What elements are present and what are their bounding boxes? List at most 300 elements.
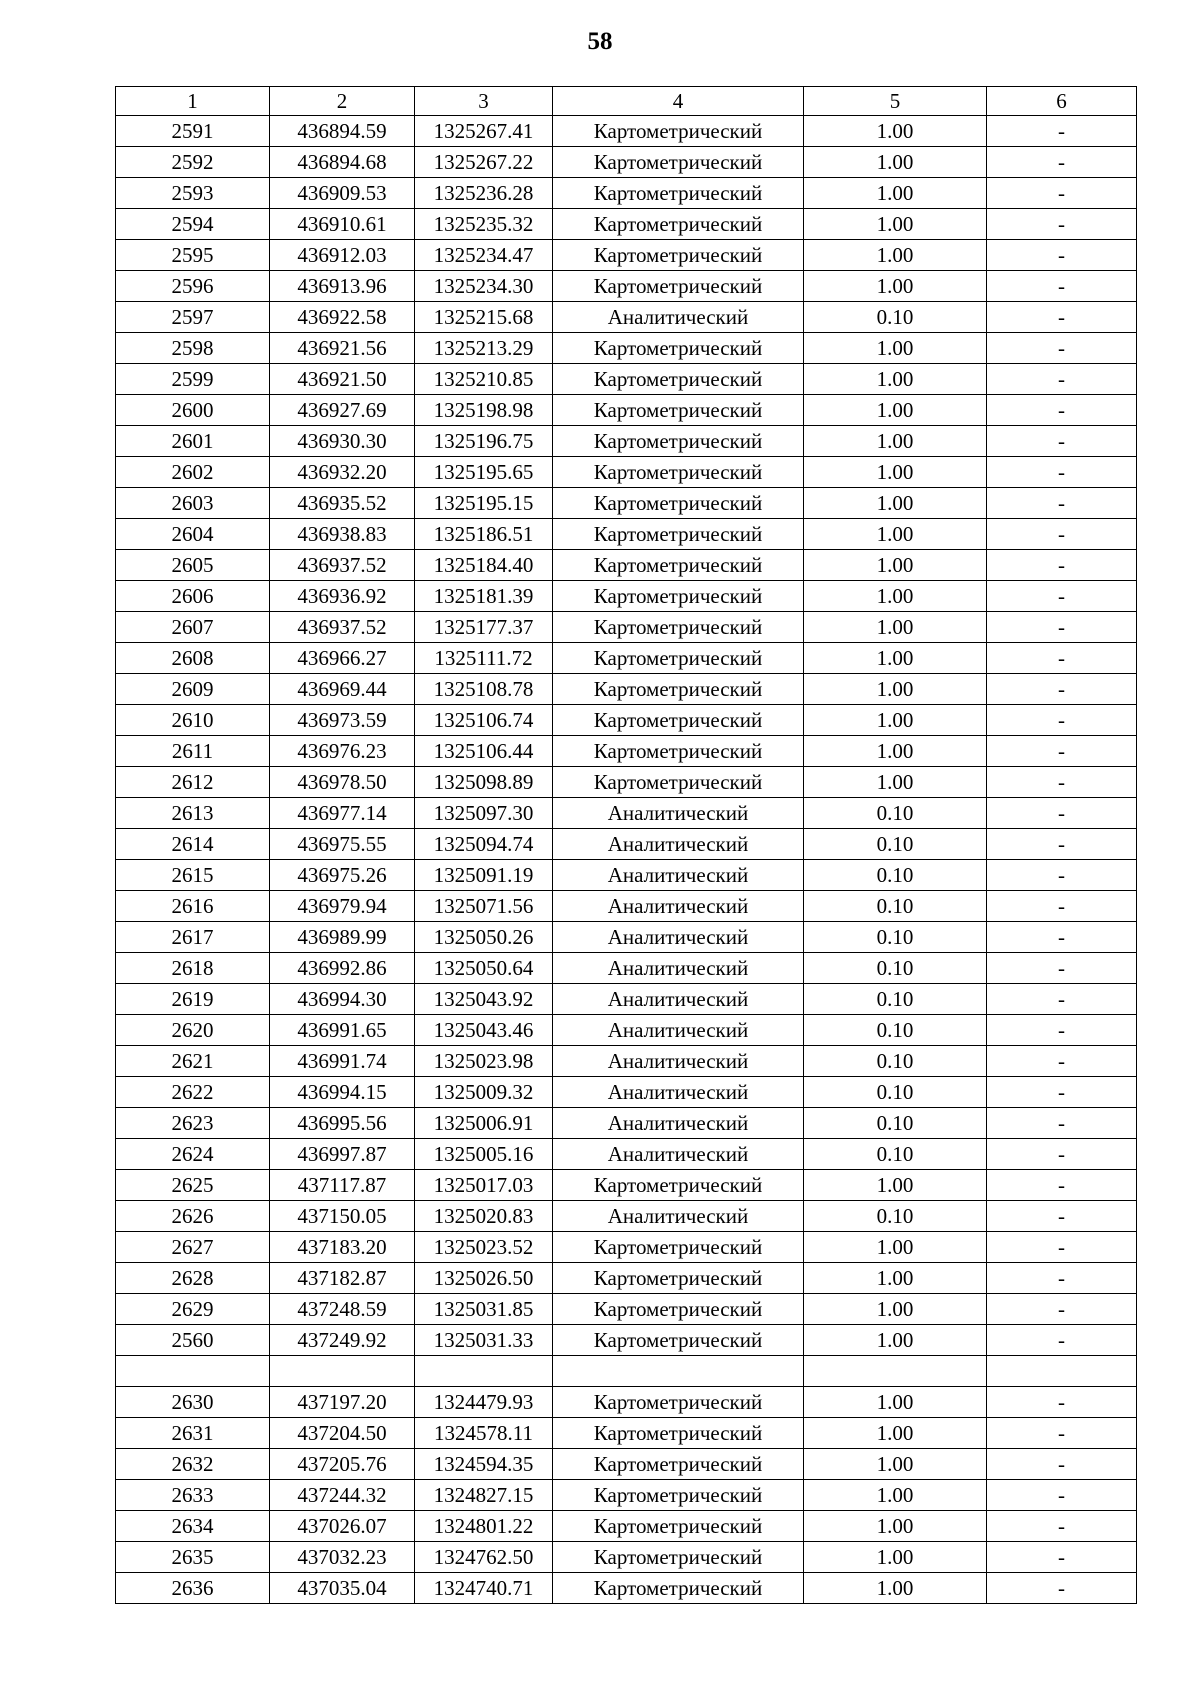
accuracy-cell: 1.00	[804, 457, 987, 488]
x-coordinate-cell: 436969.44	[270, 674, 415, 705]
y-coordinate-cell: 1325043.92	[415, 984, 553, 1015]
y-coordinate-cell: 1325236.28	[415, 178, 553, 209]
x-coordinate-cell: 436937.52	[270, 550, 415, 581]
x-coordinate-cell: 437026.07	[270, 1511, 415, 1542]
table-row	[116, 1046, 1137, 1077]
y-coordinate-cell: 1325210.85	[415, 364, 553, 395]
point-number-cell: 2634	[116, 1511, 270, 1542]
note-cell: -	[987, 116, 1137, 147]
accuracy-cell: 0.10	[804, 1201, 987, 1232]
note-cell: -	[987, 1387, 1137, 1418]
method-cell: Картометрический	[553, 581, 804, 612]
method-cell: Картометрический	[553, 271, 804, 302]
point-number-cell: 2606	[116, 581, 270, 612]
y-coordinate-cell: 1325106.74	[415, 705, 553, 736]
table-row	[116, 209, 1137, 240]
method-cell: Картометрический	[553, 178, 804, 209]
accuracy-cell: 1.00	[804, 519, 987, 550]
table-row	[116, 178, 1137, 209]
note-cell: -	[987, 1201, 1137, 1232]
note-cell: -	[987, 1077, 1137, 1108]
y-coordinate-cell: 1325106.44	[415, 736, 553, 767]
point-number-cell: 2602	[116, 457, 270, 488]
table-row	[116, 457, 1137, 488]
y-coordinate-cell: 1325235.32	[415, 209, 553, 240]
point-number-cell: 2616	[116, 891, 270, 922]
point-number-cell: 2608	[116, 643, 270, 674]
y-coordinate-cell: 1324740.71	[415, 1573, 553, 1604]
note-cell: -	[987, 395, 1137, 426]
method-cell: Картометрический	[553, 1480, 804, 1511]
method-cell: Аналитический	[553, 1108, 804, 1139]
accuracy-cell: 1.00	[804, 395, 987, 426]
point-number-cell: 2596	[116, 271, 270, 302]
point-number-cell: 2609	[116, 674, 270, 705]
accuracy-cell: 1.00	[804, 333, 987, 364]
point-number-cell: 2619	[116, 984, 270, 1015]
y-coordinate-cell: 1325234.47	[415, 240, 553, 271]
x-coordinate-cell: 436997.87	[270, 1139, 415, 1170]
note-cell: -	[987, 891, 1137, 922]
method-cell: Аналитический	[553, 1015, 804, 1046]
note-cell: -	[987, 1294, 1137, 1325]
method-cell: Картометрический	[553, 550, 804, 581]
accuracy-cell: 0.10	[804, 798, 987, 829]
note-cell: -	[987, 488, 1137, 519]
point-number-cell: 2621	[116, 1046, 270, 1077]
table-row	[116, 1263, 1137, 1294]
note-cell: -	[987, 1325, 1137, 1356]
x-coordinate-cell: 437249.92	[270, 1325, 415, 1356]
y-coordinate-cell: 1325050.26	[415, 922, 553, 953]
accuracy-cell: 1.00	[804, 178, 987, 209]
x-coordinate-cell: 436894.68	[270, 147, 415, 178]
x-coordinate-cell: 436936.92	[270, 581, 415, 612]
table-row	[116, 426, 1137, 457]
table-row	[116, 984, 1137, 1015]
method-cell: Аналитический	[553, 798, 804, 829]
accuracy-cell: 0.10	[804, 860, 987, 891]
method-cell: Аналитический	[553, 1077, 804, 1108]
y-coordinate-cell: 1325198.98	[415, 395, 553, 426]
method-cell: Картометрический	[553, 457, 804, 488]
method-cell: Картометрический	[553, 1511, 804, 1542]
y-coordinate-cell: 1325094.74	[415, 829, 553, 860]
y-coordinate-cell: 1325017.03	[415, 1170, 553, 1201]
accuracy-cell: 1.00	[804, 240, 987, 271]
x-coordinate-cell: 436966.27	[270, 643, 415, 674]
point-number-cell: 2603	[116, 488, 270, 519]
point-number-cell: 2560	[116, 1325, 270, 1356]
table-row	[116, 271, 1137, 302]
method-cell: Картометрический	[553, 116, 804, 147]
note-cell: -	[987, 240, 1137, 271]
y-coordinate-cell: 1325020.83	[415, 1201, 553, 1232]
point-number-cell: 2612	[116, 767, 270, 798]
table-body	[116, 116, 1137, 1604]
point-number-cell: 2635	[116, 1542, 270, 1573]
column-header: 1	[116, 87, 270, 116]
x-coordinate-cell: 436913.96	[270, 271, 415, 302]
table-row	[116, 1325, 1137, 1356]
accuracy-cell: 1.00	[804, 1418, 987, 1449]
method-cell: Картометрический	[553, 364, 804, 395]
note-cell: -	[987, 705, 1137, 736]
method-cell: Картометрический	[553, 488, 804, 519]
point-number-cell: 2615	[116, 860, 270, 891]
table-row	[116, 922, 1137, 953]
x-coordinate-cell: 436922.58	[270, 302, 415, 333]
accuracy-cell: 1.00	[804, 1294, 987, 1325]
point-number-cell: 2597	[116, 302, 270, 333]
point-number-cell: 2598	[116, 333, 270, 364]
table-row	[116, 860, 1137, 891]
accuracy-cell: 0.10	[804, 891, 987, 922]
method-cell: Аналитический	[553, 891, 804, 922]
column-header: 5	[804, 87, 987, 116]
x-coordinate-cell: 436930.30	[270, 426, 415, 457]
method-cell: Аналитический	[553, 1046, 804, 1077]
method-cell: Аналитический	[553, 922, 804, 953]
point-number-cell: 2618	[116, 953, 270, 984]
point-number-cell: 2617	[116, 922, 270, 953]
x-coordinate-cell: 436894.59	[270, 116, 415, 147]
note-cell: -	[987, 1418, 1137, 1449]
table-row	[116, 364, 1137, 395]
y-coordinate-cell: 1325108.78	[415, 674, 553, 705]
note-cell: -	[987, 581, 1137, 612]
point-number-cell: 2595	[116, 240, 270, 271]
x-coordinate-cell: 436909.53	[270, 178, 415, 209]
note-cell: -	[987, 1449, 1137, 1480]
y-coordinate-cell: 1325023.98	[415, 1046, 553, 1077]
note-cell: -	[987, 953, 1137, 984]
table-row	[116, 488, 1137, 519]
x-coordinate-cell: 436978.50	[270, 767, 415, 798]
table-row	[116, 240, 1137, 271]
note-cell: -	[987, 984, 1137, 1015]
accuracy-cell: 1.00	[804, 488, 987, 519]
y-coordinate-cell: 1325005.16	[415, 1139, 553, 1170]
point-number-cell: 2599	[116, 364, 270, 395]
note-cell: -	[987, 612, 1137, 643]
accuracy-cell: 0.10	[804, 1015, 987, 1046]
note-cell: -	[987, 209, 1137, 240]
method-cell: Картометрический	[553, 674, 804, 705]
table-row	[116, 891, 1137, 922]
table-row	[116, 550, 1137, 581]
y-coordinate-cell: 1325050.64	[415, 953, 553, 984]
method-cell: Картометрический	[553, 1325, 804, 1356]
y-coordinate-cell: 1325097.30	[415, 798, 553, 829]
x-coordinate-cell: 436994.30	[270, 984, 415, 1015]
method-cell: Картометрический	[553, 1418, 804, 1449]
table-row	[116, 1480, 1137, 1511]
x-coordinate-cell: 436975.26	[270, 860, 415, 891]
note-cell: -	[987, 1108, 1137, 1139]
accuracy-cell: 1.00	[804, 1573, 987, 1604]
note-cell: -	[987, 550, 1137, 581]
table-row	[116, 1170, 1137, 1201]
table-row	[116, 333, 1137, 364]
y-coordinate-cell: 1324827.15	[415, 1480, 553, 1511]
note-cell: -	[987, 1263, 1137, 1294]
accuracy-cell: 1.00	[804, 1480, 987, 1511]
x-coordinate-cell: 436976.23	[270, 736, 415, 767]
y-coordinate-cell: 1325031.85	[415, 1294, 553, 1325]
method-cell: Картометрический	[553, 1263, 804, 1294]
accuracy-cell: 1.00	[804, 612, 987, 643]
point-number-cell: 2629	[116, 1294, 270, 1325]
method-cell: Картометрический	[553, 612, 804, 643]
method-cell: Картометрический	[553, 426, 804, 457]
note-cell: -	[987, 147, 1137, 178]
y-coordinate-cell: 1324578.11	[415, 1418, 553, 1449]
table-row	[116, 1015, 1137, 1046]
y-coordinate-cell: 1325006.91	[415, 1108, 553, 1139]
table-row	[116, 1232, 1137, 1263]
accuracy-cell: 1.00	[804, 581, 987, 612]
y-coordinate-cell: 1325181.39	[415, 581, 553, 612]
method-cell: Аналитический	[553, 953, 804, 984]
note-cell	[987, 1356, 1137, 1387]
y-coordinate-cell: 1325184.40	[415, 550, 553, 581]
table-row	[116, 736, 1137, 767]
note-cell: -	[987, 426, 1137, 457]
method-cell: Картометрический	[553, 767, 804, 798]
y-coordinate-cell: 1325091.19	[415, 860, 553, 891]
table-row	[116, 1356, 1137, 1387]
table-row	[116, 643, 1137, 674]
x-coordinate-cell: 436973.59	[270, 705, 415, 736]
accuracy-cell: 1.00	[804, 364, 987, 395]
table-row	[116, 395, 1137, 426]
y-coordinate-cell: 1324594.35	[415, 1449, 553, 1480]
y-coordinate-cell: 1325026.50	[415, 1263, 553, 1294]
y-coordinate-cell: 1325009.32	[415, 1077, 553, 1108]
x-coordinate-cell: 437244.32	[270, 1480, 415, 1511]
accuracy-cell: 1.00	[804, 643, 987, 674]
accuracy-cell: 1.00	[804, 1325, 987, 1356]
column-header: 6	[987, 87, 1137, 116]
x-coordinate-cell: 436992.86	[270, 953, 415, 984]
method-cell: Аналитический	[553, 860, 804, 891]
method-cell: Аналитический	[553, 1139, 804, 1170]
table-row	[116, 767, 1137, 798]
method-cell: Картометрический	[553, 209, 804, 240]
method-cell: Картометрический	[553, 395, 804, 426]
x-coordinate-cell: 437204.50	[270, 1418, 415, 1449]
y-coordinate-cell	[415, 1356, 553, 1387]
x-coordinate-cell: 437035.04	[270, 1573, 415, 1604]
table-row	[116, 1077, 1137, 1108]
y-coordinate-cell: 1325196.75	[415, 426, 553, 457]
accuracy-cell: 0.10	[804, 922, 987, 953]
table-row	[116, 612, 1137, 643]
note-cell: -	[987, 457, 1137, 488]
method-cell: Аналитический	[553, 829, 804, 860]
accuracy-cell: 1.00	[804, 1387, 987, 1418]
x-coordinate-cell: 436979.94	[270, 891, 415, 922]
table-row	[116, 829, 1137, 860]
column-header: 2	[270, 87, 415, 116]
x-coordinate-cell: 436927.69	[270, 395, 415, 426]
y-coordinate-cell: 1325186.51	[415, 519, 553, 550]
accuracy-cell: 1.00	[804, 705, 987, 736]
note-cell: -	[987, 736, 1137, 767]
y-coordinate-cell: 1325023.52	[415, 1232, 553, 1263]
y-coordinate-cell: 1325043.46	[415, 1015, 553, 1046]
note-cell: -	[987, 1480, 1137, 1511]
accuracy-cell: 1.00	[804, 736, 987, 767]
y-coordinate-cell: 1325071.56	[415, 891, 553, 922]
column-header: 4	[553, 87, 804, 116]
note-cell: -	[987, 271, 1137, 302]
accuracy-cell: 1.00	[804, 116, 987, 147]
table-row	[116, 581, 1137, 612]
table-row	[116, 1449, 1137, 1480]
table-row	[116, 302, 1137, 333]
accuracy-cell: 0.10	[804, 953, 987, 984]
accuracy-cell: 0.10	[804, 829, 987, 860]
point-number-cell: 2610	[116, 705, 270, 736]
table-row	[116, 1201, 1137, 1232]
note-cell: -	[987, 333, 1137, 364]
note-cell: -	[987, 519, 1137, 550]
y-coordinate-cell: 1324801.22	[415, 1511, 553, 1542]
method-cell: Картометрический	[553, 1170, 804, 1201]
x-coordinate-cell: 437183.20	[270, 1232, 415, 1263]
table-row	[116, 1387, 1137, 1418]
y-coordinate-cell: 1325213.29	[415, 333, 553, 364]
x-coordinate-cell: 436994.15	[270, 1077, 415, 1108]
point-number-cell: 2625	[116, 1170, 270, 1201]
point-number-cell: 2591	[116, 116, 270, 147]
method-cell: Картометрический	[553, 519, 804, 550]
x-coordinate-cell: 437150.05	[270, 1201, 415, 1232]
accuracy-cell: 1.00	[804, 1511, 987, 1542]
note-cell: -	[987, 1511, 1137, 1542]
point-number-cell: 2593	[116, 178, 270, 209]
table-row	[116, 1294, 1137, 1325]
x-coordinate-cell	[270, 1356, 415, 1387]
coordinates-table	[115, 86, 1137, 1604]
point-number-cell: 2626	[116, 1201, 270, 1232]
x-coordinate-cell: 436910.61	[270, 209, 415, 240]
table-row	[116, 147, 1137, 178]
note-cell: -	[987, 860, 1137, 891]
accuracy-cell: 1.00	[804, 147, 987, 178]
accuracy-cell: 0.10	[804, 1108, 987, 1139]
method-cell: Аналитический	[553, 302, 804, 333]
accuracy-cell	[804, 1356, 987, 1387]
point-number-cell: 2623	[116, 1108, 270, 1139]
method-cell: Картометрический	[553, 1542, 804, 1573]
x-coordinate-cell: 436991.74	[270, 1046, 415, 1077]
note-cell: -	[987, 1170, 1137, 1201]
accuracy-cell: 0.10	[804, 1139, 987, 1170]
y-coordinate-cell: 1325195.65	[415, 457, 553, 488]
x-coordinate-cell: 436937.52	[270, 612, 415, 643]
y-coordinate-cell: 1325111.72	[415, 643, 553, 674]
note-cell: -	[987, 1542, 1137, 1573]
point-number-cell: 2604	[116, 519, 270, 550]
note-cell: -	[987, 767, 1137, 798]
y-coordinate-cell: 1325031.33	[415, 1325, 553, 1356]
table-row	[116, 116, 1137, 147]
x-coordinate-cell: 437248.59	[270, 1294, 415, 1325]
column-header: 3	[415, 87, 553, 116]
point-number-cell: 2594	[116, 209, 270, 240]
method-cell: Картометрический	[553, 1294, 804, 1325]
point-number-cell: 2630	[116, 1387, 270, 1418]
note-cell: -	[987, 1015, 1137, 1046]
x-coordinate-cell: 437205.76	[270, 1449, 415, 1480]
note-cell: -	[987, 1573, 1137, 1604]
y-coordinate-cell: 1325195.15	[415, 488, 553, 519]
point-number-cell: 2607	[116, 612, 270, 643]
accuracy-cell: 1.00	[804, 209, 987, 240]
table-row	[116, 1573, 1137, 1604]
method-cell: Картометрический	[553, 1232, 804, 1263]
note-cell: -	[987, 1046, 1137, 1077]
note-cell: -	[987, 643, 1137, 674]
x-coordinate-cell: 437182.87	[270, 1263, 415, 1294]
y-coordinate-cell: 1325177.37	[415, 612, 553, 643]
point-number-cell: 2636	[116, 1573, 270, 1604]
table-row	[116, 1139, 1137, 1170]
accuracy-cell: 1.00	[804, 271, 987, 302]
y-coordinate-cell: 1325267.22	[415, 147, 553, 178]
accuracy-cell: 1.00	[804, 426, 987, 457]
accuracy-cell: 1.00	[804, 1170, 987, 1201]
method-cell: Картометрический	[553, 333, 804, 364]
x-coordinate-cell: 436921.50	[270, 364, 415, 395]
x-coordinate-cell: 436921.56	[270, 333, 415, 364]
point-number-cell: 2611	[116, 736, 270, 767]
accuracy-cell: 0.10	[804, 984, 987, 1015]
point-number-cell: 2628	[116, 1263, 270, 1294]
x-coordinate-cell: 436977.14	[270, 798, 415, 829]
x-coordinate-cell: 436935.52	[270, 488, 415, 519]
note-cell: -	[987, 829, 1137, 860]
y-coordinate-cell: 1325267.41	[415, 116, 553, 147]
accuracy-cell: 1.00	[804, 674, 987, 705]
x-coordinate-cell: 436932.20	[270, 457, 415, 488]
method-cell: Картометрический	[553, 736, 804, 767]
y-coordinate-cell: 1324479.93	[415, 1387, 553, 1418]
note-cell: -	[987, 922, 1137, 953]
accuracy-cell: 1.00	[804, 1542, 987, 1573]
x-coordinate-cell: 437032.23	[270, 1542, 415, 1573]
point-number-cell: 2613	[116, 798, 270, 829]
accuracy-cell: 0.10	[804, 1077, 987, 1108]
accuracy-cell: 1.00	[804, 767, 987, 798]
table-row	[116, 953, 1137, 984]
y-coordinate-cell: 1325215.68	[415, 302, 553, 333]
y-coordinate-cell: 1325098.89	[415, 767, 553, 798]
table-row	[116, 705, 1137, 736]
point-number-cell: 2614	[116, 829, 270, 860]
method-cell: Картометрический	[553, 147, 804, 178]
table-row	[116, 1511, 1137, 1542]
point-number-cell	[116, 1356, 270, 1387]
note-cell: -	[987, 178, 1137, 209]
accuracy-cell: 1.00	[804, 1263, 987, 1294]
note-cell: -	[987, 1232, 1137, 1263]
note-cell: -	[987, 302, 1137, 333]
x-coordinate-cell: 436975.55	[270, 829, 415, 860]
